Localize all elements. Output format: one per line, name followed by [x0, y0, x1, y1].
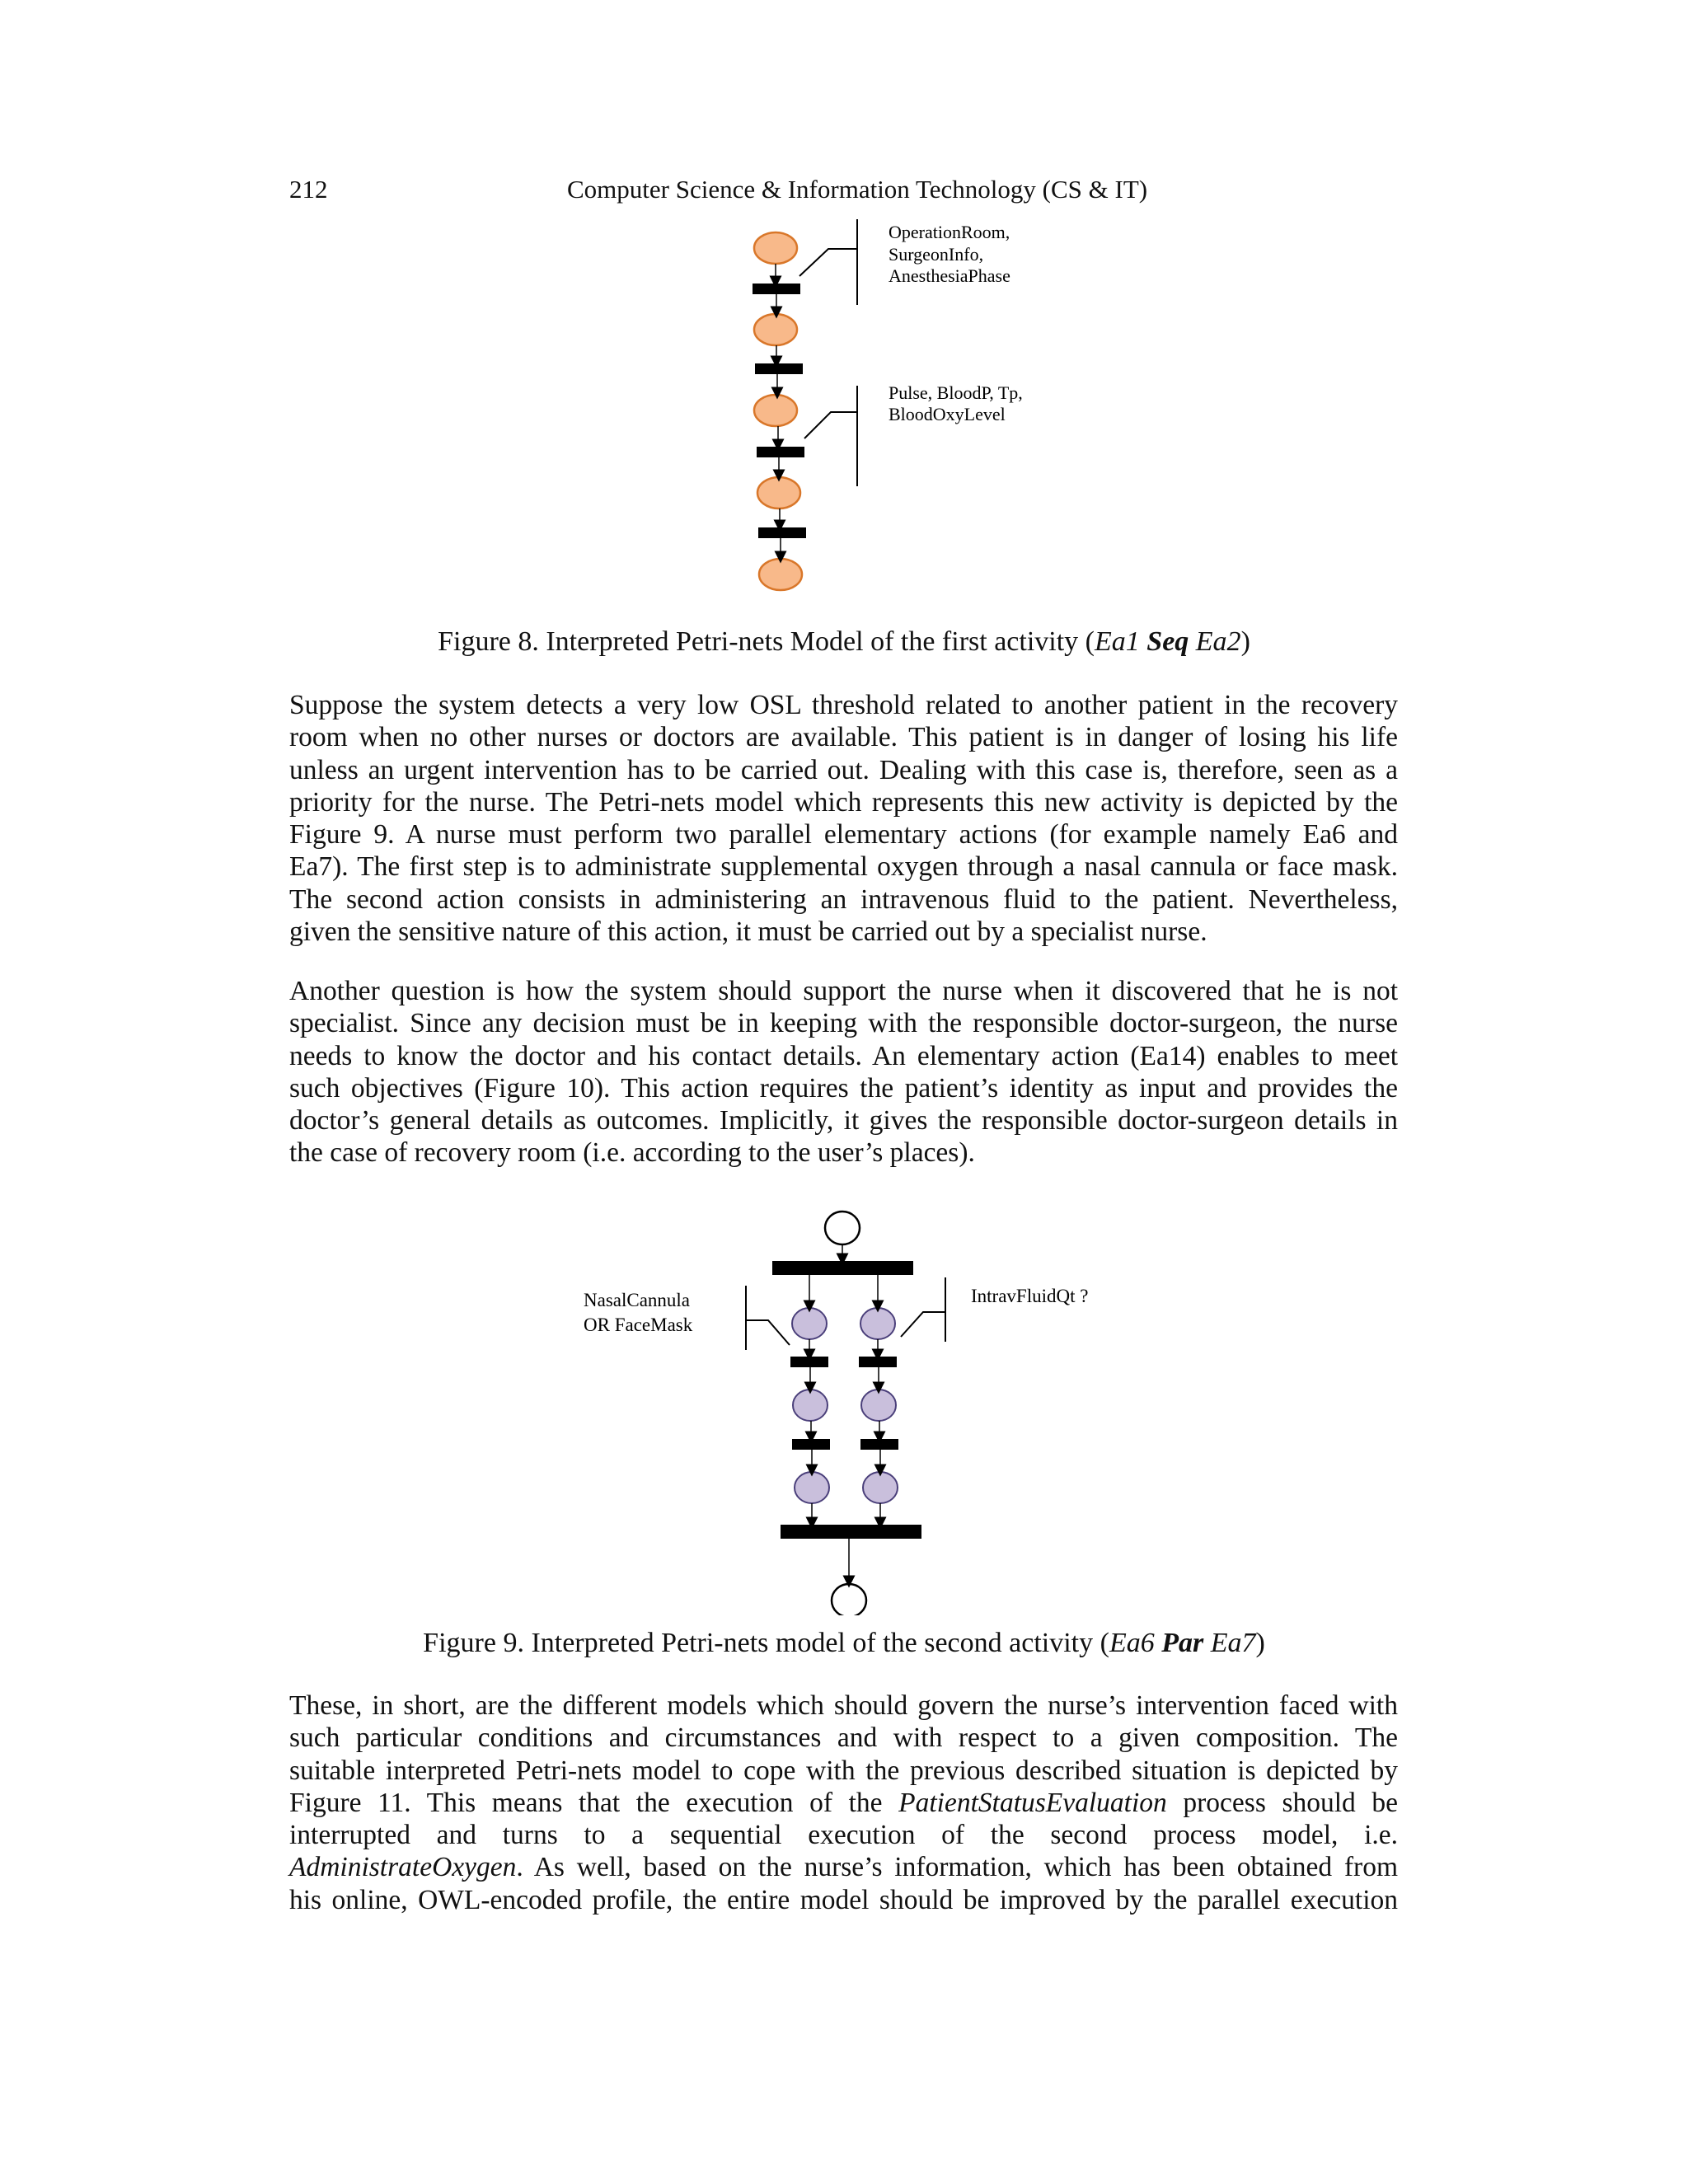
right-transition-2	[860, 1439, 898, 1450]
annotation-right: IntravFluidQt ?	[971, 1286, 1089, 1306]
figure-8-diagram	[725, 214, 1104, 602]
annotation-bottom-line-2: BloodOxyLevel	[889, 404, 1006, 424]
left-place-1	[792, 1308, 827, 1339]
annotation-bracket-top	[799, 249, 857, 276]
start-place	[825, 1212, 860, 1244]
process-name-patient-status-evaluation: PatientStatusEvaluation	[898, 1787, 1167, 1818]
annotation-top-line-2: SurgeonInfo,	[889, 244, 984, 265]
place-2	[754, 314, 797, 345]
figure-9-caption: Figure 9. Interpreted Petri-nets model of the second activity (Ea6 Par Ea7)	[423, 1628, 1265, 1658]
running-header: Computer Science & Information Technology (CS & IT)	[567, 175, 1148, 204]
left-transition-1	[790, 1357, 828, 1367]
right-place-2	[861, 1390, 896, 1421]
place-3	[754, 395, 797, 426]
annotation-top-line-1: OperationRoom,	[889, 222, 1010, 242]
annotation-left-line-1: NasalCannula	[584, 1290, 691, 1310]
join-transition	[781, 1525, 921, 1539]
left-place-3	[795, 1472, 829, 1503]
transition-2	[755, 363, 803, 374]
page-number: 212	[289, 175, 328, 204]
annotation-left-line-2: OR FaceMask	[584, 1315, 693, 1335]
transition-4	[758, 527, 806, 538]
figure-8-caption: Figure 8. Interpreted Petri-nets Model of the first activity (Ea1 Seq Ea2)	[438, 626, 1250, 657]
right-place-3	[863, 1472, 898, 1503]
process-name-administrate-oxygen: AdministrateOxygen	[289, 1852, 517, 1883]
place-5	[759, 559, 802, 590]
paragraph-3: These, in short, are the different models which should govern the nurse’s intervention faced with such particular conditions and circumstances and with respect to a given composition. The suitable interpreted Petri-nets model to cope with the previous described situation is depicted by Figure 11. This means that the execution of the PatientStatusEvaluation process should be interrupted and turns to a sequential execution of the second process model, i.e. AdministrateOxygen. As well, based on the nurse’s information, which has been obtained from his online, OWL-encoded profile, the entire model should be improved by the parallel execution	[289, 1690, 1399, 1915]
end-place	[832, 1584, 866, 1615]
fork-transition	[772, 1261, 913, 1275]
left-place-2	[793, 1390, 828, 1421]
annotation-bottom-line-1: Pulse, BloodP, Tp,	[889, 382, 1023, 403]
paragraph-1: Suppose the system detects a very low OSL threshold related to another patient in the recovery room when no other nurses or doctors are available. This patient is in danger of losing his life unless an urgent intervention has to be carried out. Dealing with this case is, therefore, seen as a priority for the nurse. The Petri-nets model which represents this new activity is depicted by the Figure 9. A nurse must perform two parallel elementary actions (for example namely Ea6 and Ea7). The first step is to administrate supplemental oxygen through a nasal cannula or face mask. The second action consists in administering an intravenous fluid to the patient. Nevertheless, given the sensitive nature of this action, it must be carried out by a specialist nurse.	[289, 690, 1398, 948]
left-transition-2	[792, 1439, 830, 1450]
annotation-bracket-bottom	[804, 412, 857, 438]
right-transition-1	[859, 1357, 897, 1367]
right-place-1	[860, 1308, 895, 1339]
place-1	[754, 232, 797, 264]
transition-3	[757, 447, 804, 457]
place-4	[757, 477, 800, 509]
paragraph-2: Another question is how the system should support the nurse when it discovered that he is not specialist. Since any decision must be in keeping with the responsible doctor-surgeon, the nurse needs to know the doctor and his contact details. An elementary action (Ea14) enables to meet such objectives (Figure 10). This action requires the patient’s identity as input and provides the doctor’s general details as outcomes. Implicitly, it gives the responsible doctor-surgeon details in the case of recovery room (i.e. according to the user’s places).	[289, 976, 1398, 1169]
annotation-top-line-3: AnesthesiaPhase	[889, 265, 1010, 286]
figure-9-diagram	[577, 1203, 1121, 1615]
transition-1	[753, 284, 800, 294]
